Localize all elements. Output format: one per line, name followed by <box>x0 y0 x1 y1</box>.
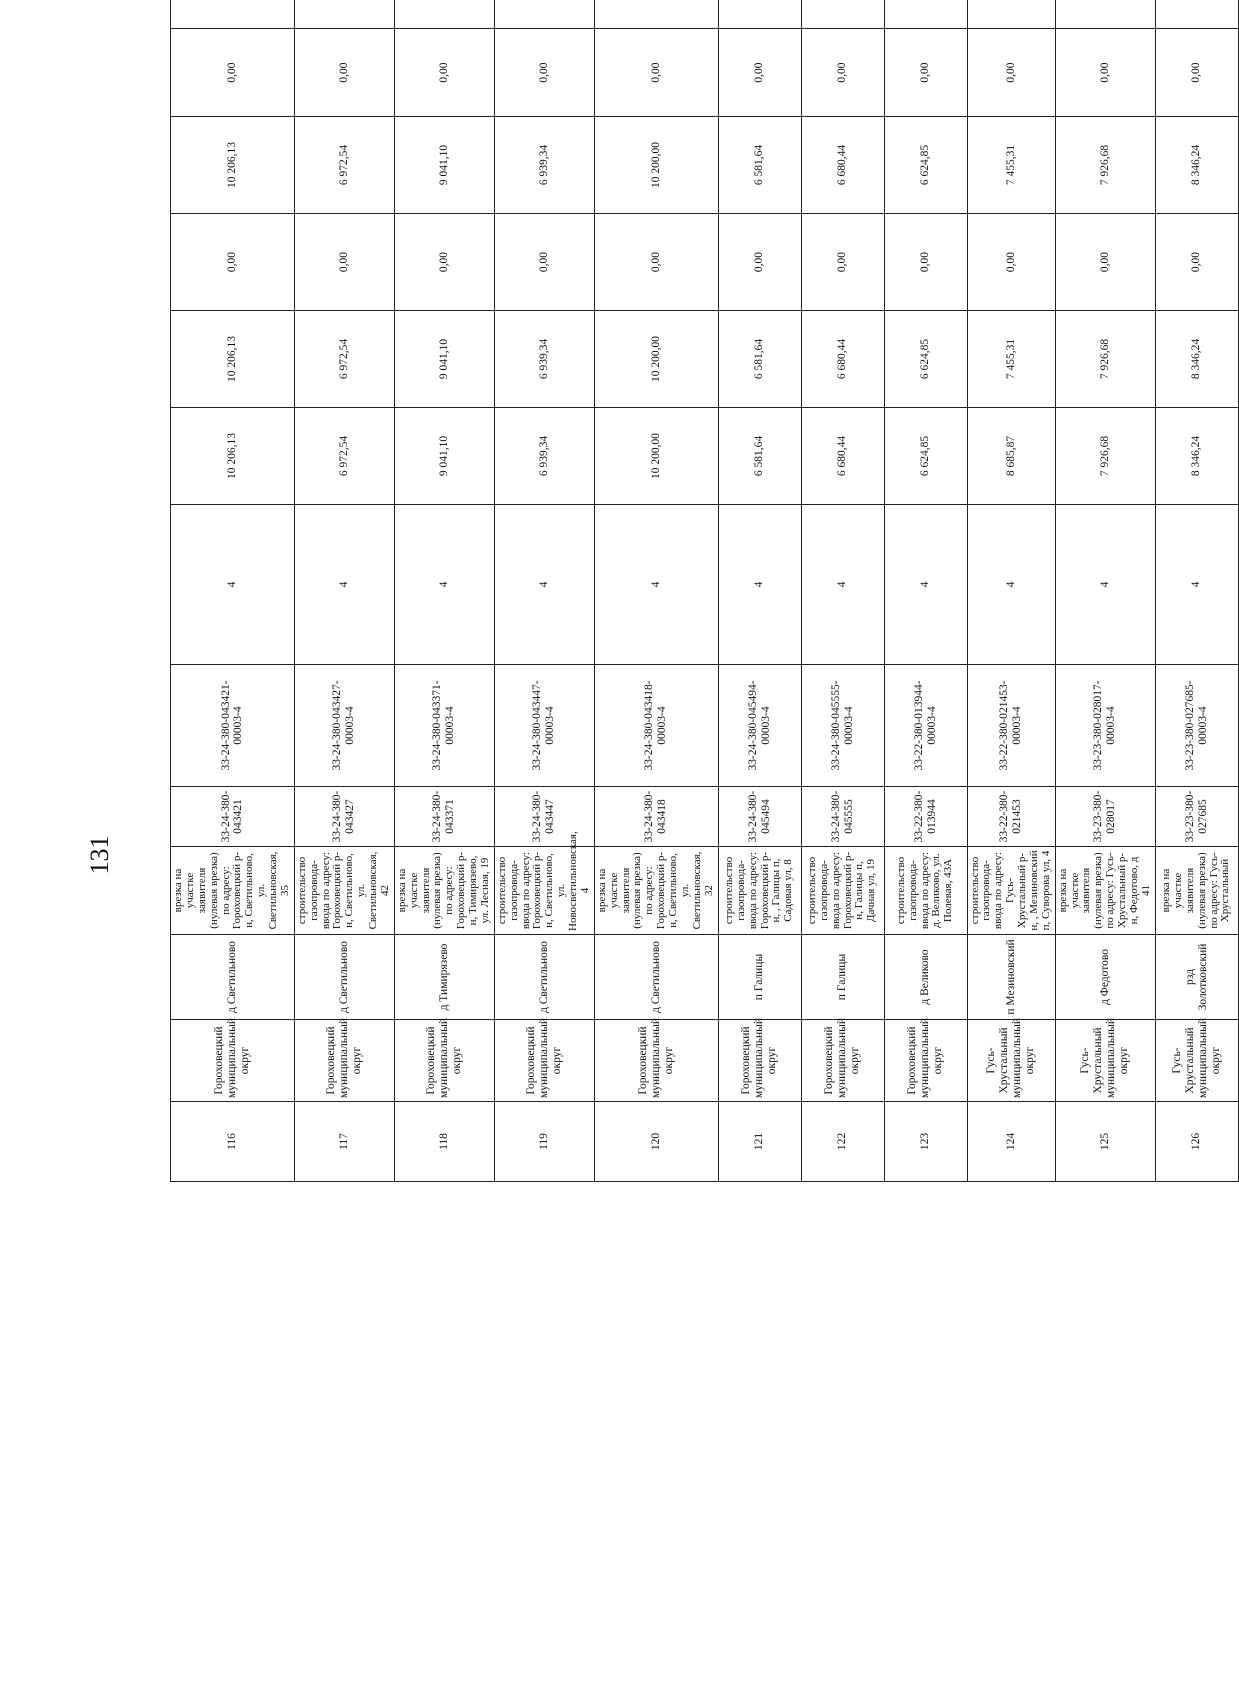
row-number-cell: 124 <box>967 1102 1055 1182</box>
value-1-cell: 7 926,68 <box>1055 408 1155 505</box>
value-1-cell: 6 972,54 <box>294 408 394 505</box>
value-3-cell: 0,00 <box>718 214 801 311</box>
value-1-cell: 6 581,64 <box>718 408 801 505</box>
value-2-cell: 6 581,64 <box>718 311 801 408</box>
locality-cell: д Тимирязево <box>394 935 494 1020</box>
table-row <box>884 0 967 1182</box>
category-cell: 4 <box>801 505 884 665</box>
category-cell: 4 <box>171 505 295 665</box>
value-6-cell <box>494 0 594 29</box>
cadastral-number-cell: 33-24-380-045494 <box>718 787 801 847</box>
district-cell: Гороховецкий муниципальный округ <box>718 1020 801 1102</box>
cadastral-number-cell: 33-22-380-021453 <box>967 787 1055 847</box>
table-row <box>1155 0 1238 1182</box>
value-3-cell: 0,00 <box>1055 214 1155 311</box>
value-4-cell: 6 939,34 <box>494 117 594 214</box>
value-2-cell: 8 346,24 <box>1155 311 1238 408</box>
object-code-cell: 33-24-380-043371-00003-4 <box>394 665 494 787</box>
description-cell: врезка на участке заявителя (нулевая врезка) по адресу: Гусь-Хрустальный р-н, Федотово, д 41 <box>1055 847 1155 935</box>
table-row <box>394 0 494 1182</box>
row-number-cell: 116 <box>171 1102 295 1182</box>
description-cell: строительство газопровода-ввода по адресу: Гороховецкий р-н, , Галицы п, Садовая ул, 8 <box>718 847 801 935</box>
value-5-cell: 0,00 <box>884 29 967 117</box>
table-row <box>171 0 295 1182</box>
district-cell: Гороховецкий муниципальный округ <box>801 1020 884 1102</box>
description-cell: строительство газопровода-ввода по адресу: Гороховецкий р-н, Галицы п, Дачная ул, 19 <box>801 847 884 935</box>
value-5-cell: 0,00 <box>1155 29 1238 117</box>
category-cell: 4 <box>394 505 494 665</box>
district-cell: Гусь-Хрустальный муниципальный округ <box>967 1020 1055 1102</box>
value-1-cell: 6 624,85 <box>884 408 967 505</box>
locality-cell: рзд Золотковский <box>1155 935 1238 1020</box>
value-3-cell: 0,00 <box>171 214 295 311</box>
value-1-cell: 10 200,00 <box>594 408 718 505</box>
description-cell: врезка на участке заявителя (нулевая врезка) по адресу: Гороховецкий р-н, Светильново, ул. Светильновская, 35 <box>171 847 295 935</box>
cadastral-number-cell: 33-24-380-043418 <box>594 787 718 847</box>
value-5-cell: 0,00 <box>294 29 394 117</box>
cadastral-number-cell: 33-23-380-027685 <box>1155 787 1238 847</box>
row-number-cell: 125 <box>1055 1102 1155 1182</box>
table-row <box>1055 0 1155 1182</box>
description-cell: врезка на участке заявителя (нулевая врезка) по адресу: Гусь-Хрустальный <box>1155 847 1238 935</box>
value-3-cell: 0,00 <box>494 214 594 311</box>
value-3-cell: 0,00 <box>394 214 494 311</box>
value-6-cell <box>594 0 718 29</box>
object-code-cell: 33-22-380-013944-00003-4 <box>884 665 967 787</box>
object-code-cell: 33-24-380-043427-00003-4 <box>294 665 394 787</box>
value-4-cell: 6 581,64 <box>718 117 801 214</box>
value-2-cell: 7 926,68 <box>1055 311 1155 408</box>
row-number-cell: 121 <box>718 1102 801 1182</box>
locality-cell: п Галицы <box>801 935 884 1020</box>
row-number-cell: 123 <box>884 1102 967 1182</box>
cadastral-number-cell: 33-24-380-043447 <box>494 787 594 847</box>
value-6-cell <box>1055 0 1155 29</box>
value-2-cell: 7 455,31 <box>967 311 1055 408</box>
value-4-cell: 7 926,68 <box>1055 117 1155 214</box>
description-cell: строительство газопровода-ввода по адресу: Гороховецкий р-н, Светильново, ул. Светильновская, 42 <box>294 847 394 935</box>
district-cell: Гороховецкий муниципальный округ <box>884 1020 967 1102</box>
value-3-cell: 0,00 <box>1155 214 1238 311</box>
table-row <box>294 0 394 1182</box>
value-1-cell: 8 685,87 <box>967 408 1055 505</box>
category-cell: 4 <box>967 505 1055 665</box>
value-6-cell <box>884 0 967 29</box>
object-code-cell: 33-24-380-045555-00003-4 <box>801 665 884 787</box>
value-2-cell: 10 206,13 <box>171 311 295 408</box>
locality-cell: д Светильново <box>594 935 718 1020</box>
table-body <box>171 0 1239 1182</box>
description-cell: врезка на участке заявителя (нулевая врезка) по адресу: Гороховецкий р-н, Тимирязево, ул. Лесная, 19 <box>394 847 494 935</box>
district-cell: Гороховецкий муниципальный округ <box>294 1020 394 1102</box>
row-number-cell: 119 <box>494 1102 594 1182</box>
locality-cell: д Светильново <box>494 935 594 1020</box>
category-cell: 4 <box>294 505 394 665</box>
value-1-cell: 6 680,44 <box>801 408 884 505</box>
category-cell: 4 <box>1055 505 1155 665</box>
value-6-cell <box>171 0 295 29</box>
object-code-cell: 33-24-380-043421-00003-4 <box>171 665 295 787</box>
row-number-cell: 126 <box>1155 1102 1238 1182</box>
value-3-cell: 0,00 <box>967 214 1055 311</box>
value-2-cell: 6 624,85 <box>884 311 967 408</box>
value-5-cell: 0,00 <box>1055 29 1155 117</box>
value-5-cell: 0,00 <box>967 29 1055 117</box>
table-row <box>594 0 718 1182</box>
table-row <box>718 0 801 1182</box>
value-5-cell: 0,00 <box>594 29 718 117</box>
table-row <box>967 0 1055 1182</box>
cadastral-number-cell: 33-24-380-043421 <box>171 787 295 847</box>
cadastral-number-cell: 33-24-380-043427 <box>294 787 394 847</box>
table-row <box>801 0 884 1182</box>
value-3-cell: 0,00 <box>884 214 967 311</box>
value-3-cell: 0,00 <box>801 214 884 311</box>
category-cell: 4 <box>718 505 801 665</box>
cadastral-number-cell: 33-24-380-043371 <box>394 787 494 847</box>
locality-cell: д Светильново <box>171 935 295 1020</box>
value-2-cell: 6 939,34 <box>494 311 594 408</box>
value-4-cell: 10 206,13 <box>171 117 295 214</box>
value-4-cell: 6 680,44 <box>801 117 884 214</box>
value-3-cell: 0,00 <box>294 214 394 311</box>
district-cell: Гороховецкий муниципальный округ <box>594 1020 718 1102</box>
description-cell: строительство газопровода-ввода по адресу: Гусь-Хрустальный р-н, , Мезиновский п, Суворова ул, 4 <box>967 847 1055 935</box>
object-code-cell: 33-23-380-028017-00003-4 <box>1055 665 1155 787</box>
value-6-cell <box>294 0 394 29</box>
locality-cell: д Федотово <box>1055 935 1155 1020</box>
value-1-cell: 6 939,34 <box>494 408 594 505</box>
cadastral-number-cell: 33-22-380-013944 <box>884 787 967 847</box>
value-4-cell: 6 624,85 <box>884 117 967 214</box>
value-3-cell: 0,00 <box>594 214 718 311</box>
locality-cell: п Галицы <box>718 935 801 1020</box>
value-5-cell: 0,00 <box>801 29 884 117</box>
description-cell: врезка на участке заявителя (нулевая врезка) по адресу: Гороховецкий р-н, Светильново, ул. Светильновская, 32 <box>594 847 718 935</box>
district-cell: Гороховецкий муниципальный округ <box>494 1020 594 1102</box>
category-cell: 4 <box>494 505 594 665</box>
value-6-cell <box>967 0 1055 29</box>
object-code-cell: 33-23-380-027685-00003-4 <box>1155 665 1238 787</box>
district-cell: Гороховецкий муниципальный округ <box>171 1020 295 1102</box>
category-cell: 4 <box>594 505 718 665</box>
value-6-cell <box>1155 0 1238 29</box>
value-4-cell: 8 346,24 <box>1155 117 1238 214</box>
value-1-cell: 10 206,13 <box>171 408 295 505</box>
value-1-cell: 9 041,10 <box>394 408 494 505</box>
value-4-cell: 7 455,31 <box>967 117 1055 214</box>
row-number-cell: 118 <box>394 1102 494 1182</box>
value-5-cell: 0,00 <box>718 29 801 117</box>
description-cell: строительство газопровода-ввода по адресу: Гороховецкий р-н, Светильново, ул. Новосветильновская, 4 <box>494 847 594 935</box>
rotated-table-wrapper <box>170 62 1232 1182</box>
row-number-cell: 120 <box>594 1102 718 1182</box>
cadastral-number-cell: 33-24-380-045555 <box>801 787 884 847</box>
value-6-cell <box>718 0 801 29</box>
row-number-cell: 122 <box>801 1102 884 1182</box>
value-4-cell: 10 200,00 <box>594 117 718 214</box>
data-table <box>170 0 1239 1182</box>
object-code-cell: 33-24-380-043418-00003-4 <box>594 665 718 787</box>
category-cell: 4 <box>1155 505 1238 665</box>
object-code-cell: 33-22-380-021453-00003-4 <box>967 665 1055 787</box>
value-5-cell: 0,00 <box>494 29 594 117</box>
value-2-cell: 6 972,54 <box>294 311 394 408</box>
value-4-cell: 6 972,54 <box>294 117 394 214</box>
object-code-cell: 33-24-380-045494-00003-4 <box>718 665 801 787</box>
locality-cell: д Светильново <box>294 935 394 1020</box>
district-cell: Гусь-Хрустальный муниципальный округ <box>1055 1020 1155 1102</box>
locality-cell: д Великово <box>884 935 967 1020</box>
description-cell: строительство газопровода-ввода по адресу: д. Великово, ул. Полевая, 43А <box>884 847 967 935</box>
category-cell: 4 <box>884 505 967 665</box>
value-5-cell: 0,00 <box>171 29 295 117</box>
value-5-cell: 0,00 <box>394 29 494 117</box>
value-1-cell: 8 346,24 <box>1155 408 1238 505</box>
district-cell: Гороховецкий муниципальный округ <box>394 1020 494 1102</box>
value-2-cell: 10 200,00 <box>594 311 718 408</box>
row-number-cell: 117 <box>294 1102 394 1182</box>
table-row <box>494 0 594 1182</box>
district-cell: Гусь-Хрустальный муниципальный округ <box>1155 1020 1238 1102</box>
value-2-cell: 6 680,44 <box>801 311 884 408</box>
value-4-cell: 9 041,10 <box>394 117 494 214</box>
locality-cell: п Мезиновский <box>967 935 1055 1020</box>
cadastral-number-cell: 33-23-380-028017 <box>1055 787 1155 847</box>
page-number: 131 <box>85 835 114 875</box>
value-6-cell <box>394 0 494 29</box>
value-2-cell: 9 041,10 <box>394 311 494 408</box>
object-code-cell: 33-24-380-043447-00003-4 <box>494 665 594 787</box>
value-6-cell <box>801 0 884 29</box>
